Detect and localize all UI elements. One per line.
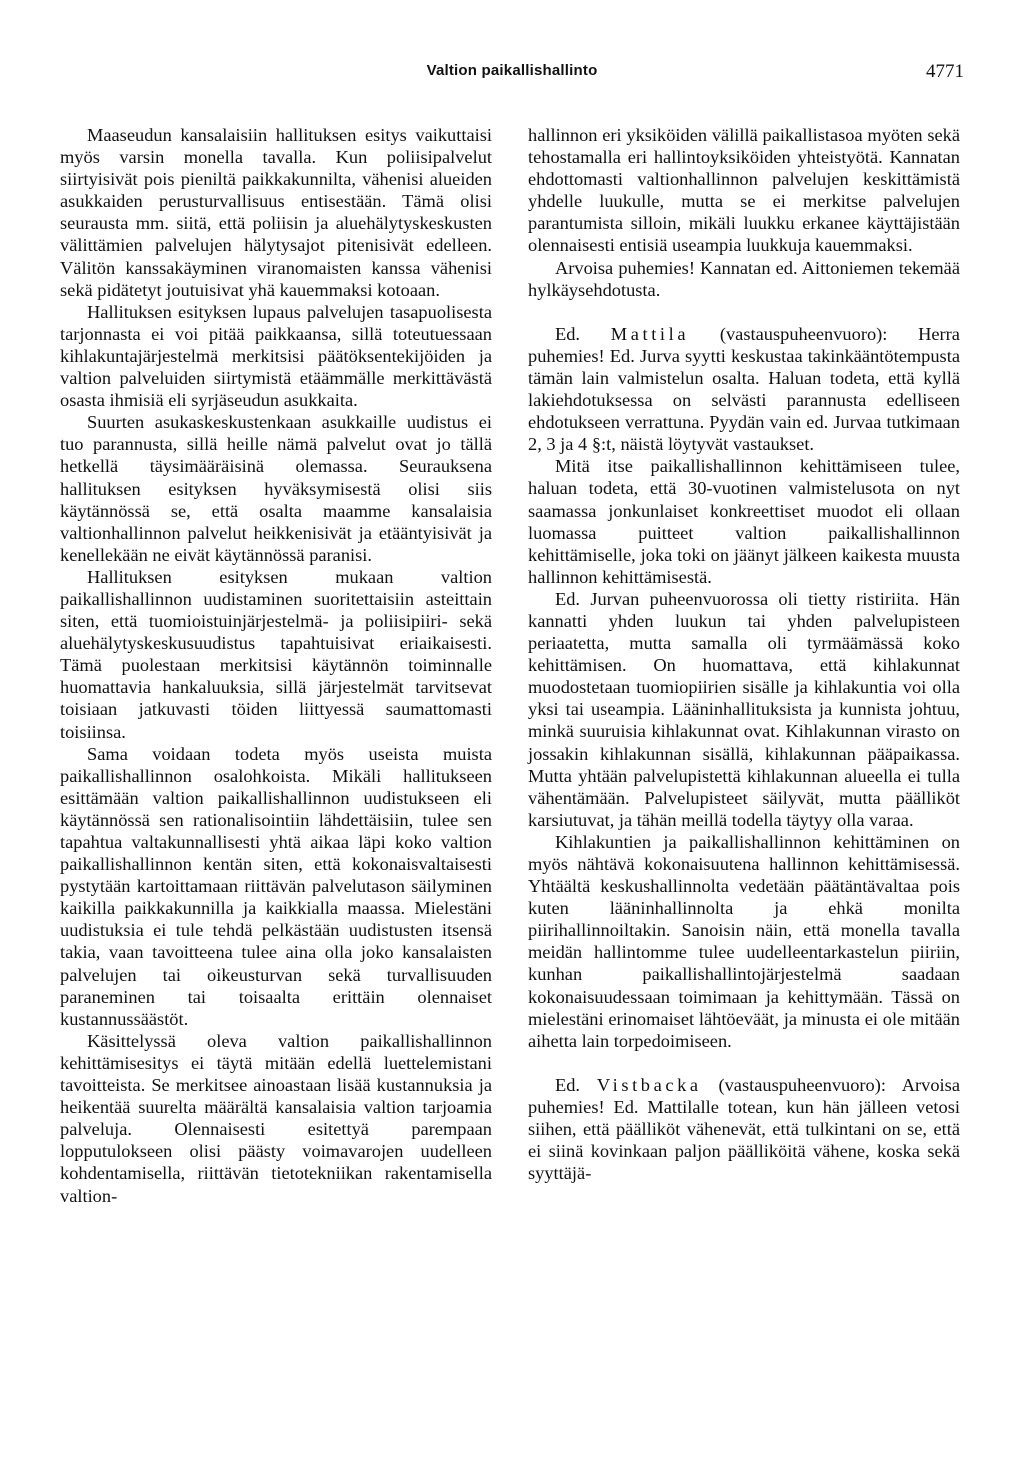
right-paragraph-4: Mitä itse paikallishallinnon kehittämiseen tulee, haluan todeta, että 30-vuotinen valmistelusota on nyt saamassa jonkunlaiset konkreettiset muodot eli ollaan luomassa puitteet valtion paikallishallinnon kehittämiselle, joka toki on jäänyt jälkeen kaikesta muusta hallinnon kehittämisestä. bbox=[528, 456, 960, 587]
left-paragraph-4: Hallituksen esityksen mukaan valtion paikallishallinnon uudistaminen suoritettaisiin asteittain siten, että tuomioistuinjärjestelmä- ja poliisipiiri- sekä aluehälytyskeskusuudistus tapahtuisivat eriaikaisesti. Tämä puolestaan merkitsisi käytännön toiminnalle huomattavia hankaluuksia, sillä järjestelmät tarvitsevat toisiaan jatkuvasti töiden liittyessä saumattomasti toisiinsa. bbox=[60, 566, 492, 742]
right-paragraph-2: Arvoisa puhemies! Kannatan ed. Aittoniemen tekemää hylkäysehdotusta. bbox=[528, 257, 960, 300]
left-paragraph-1: Maaseudun kansalaisiin hallituksen esitys vaikuttaisi myös varsin monella tavalla. Kun poliisipalvelut siirtyisivät pois pieniltä paikkakunnilta, vähenisi alueiden asukkaiden perusturvallisuus entisestään. Tämä olisi seurausta mm. siitä, että poliisin ja aluehälytyskeskusten välittämien palvelujen hälytysajot pitenisivät edelleen. Välitön kanssakäyminen viranomaisten kanssa vähenisi sekä pidätetyt joutuisivat yhä kauemmaksi kotoaan. bbox=[60, 125, 492, 300]
right-paragraph-6: Kihlakuntien ja paikallishallinnon kehittäminen on myös nähtävä kokonaisuutena hallinnon kehittämisessä. Yhtäältä keskushallinnolta vedetään päätäntävaltaa pois kuten lääninhallinnolta ja ehkä monilta piirihallinnoiltakin. Sanoisin näin, että monella tavalla meidän hallintomme tulee uudelleentarkastelun piiriin, kunhan paikallishallintojärjestelmä saadaan kokonaisuudessaan toimimaan ja kehittymään. Tässä on mielestäni erinomaiset lähtöeväät, ja minusta ei ole mitään aihetta lain torpedoimiseen. bbox=[528, 831, 960, 1051]
page-number: 4771 bbox=[926, 61, 964, 82]
left-paragraph-5: Sama voidaan todeta myös useista muista paikallishallinnon osalohkoista. Mikäli hallitukseen esittämään valtion paikallishallinnon uudistukseen eli käytännössä sen rationalisointiin lähdettäisiin, tulee sen tapahtua valtakunnallisesti yhtä aikaa läpi koko valtion paikallishallinnon kentän siten, että kokonaisvaltaisesti pystytään kartoittamaan riittävän palvelutason säilyminen kaikilla paikkakunnilla ja kaikkialla maassa. Mielestäni uudistuksia ei tule tehdä pelkästään uudistusten itsensä takia, vaan tavoitteena tulee aina olla joko kansalaisten palvelujen tai oikeusturvan sekä turvallisuuden paraneminen tai toisaalta erittäin olennaiset kustannussäästöt. bbox=[60, 743, 492, 1029]
speech-text-mattila: (vastauspuheenvuoro): Herra puhemies! Ed. Jurva syytti keskustaa takinkääntötempusta tämän lain valmistelun osalta. Haluan todeta, että kyllä lakiehdotuksessa on selvästi parannusta edelliseen ehdotukseen verrattuna. Pyydän vain ed. Jurvaa tutkimaan 2, 3 ja 4 §:t, näistä löytyvät vastaukset. bbox=[528, 323, 960, 455]
left-paragraph-2: Hallituksen esityksen lupaus palvelujen tasapuolisesta tarjonnasta ei voi pitää paikkaansa, sillä toteutuessaan kihlakuntajärjestelmä merkitsisi päätöksentekijöiden ja valtion palveluiden siirtymistä etäämmälle merkittävästä osasta ihmisiä eli syrjäseudun asukkaita. bbox=[60, 301, 492, 411]
running-header-title: Valtion paikallishallinto bbox=[426, 62, 598, 79]
left-column bbox=[60, 124, 492, 1207]
right-paragraph-1: hallinnon eri yksiköiden välillä paikallistasoa myöten sekä tehostamalla eri hallintoyksiköiden yhteistyötä. Kannatan ehdottomasti valtionhallinnon palvelujen keskittämistä yhdelle luukulle, mutta se ei merkitse palvelujen parantumista silloin, mikäli luukku erkanee käyttäjistään olennaisesti entisiä useampia luukkuja kauemmaksi. bbox=[528, 125, 960, 256]
left-paragraph-3: Suurten asukaskeskustenkaan asukkaille uudistus ei tuo parannusta, sillä heille nämä palvelut ovat jo tällä hetkellä täysimääräisinä olemassa. Seurauksena hallituksen esityksen hyväksymisestä olisi siis käytännössä se, että osalta maamme kansalaisia valtionhallinnon palvelut heikkenisivät ja etääntyisivät ja kenellekään ne eivät käytännössä paranisi. bbox=[60, 412, 492, 565]
right-paragraph-5: Ed. Jurvan puheenvuorossa oli tietty ristiriita. Hän kannatti yhden luukun tai yhden palvelupisteen periaatetta, mutta samalla oli tyrmäämässä koko kehittämisen. On huomattava, että kihlakunnat muodostetaan tuomiopiirien sisälle ja kihlakuntia voi olla yksi tai useampia. Lääninhallituksista ja kunnista johtuu, minkä suuruisia kihlakunnat ovat. Kihlakunnan virasto on jossakin kihlakunnan sisällä, kihlakunnan pääpaikassa. Mutta yhtään palvelupistettä kihlakunnan alueella ei tulla vähentämään. Palvelupisteet säilyvät, mutta päälliköt karsiutuvat, ja tähän meillä todella täytyy olla varaa. bbox=[528, 588, 960, 830]
speaker-name-mattila: Mattila bbox=[610, 323, 690, 344]
left-paragraph-6: Käsittelyssä oleva valtion paikallishallinnon kehittämisesitys ei täytä mitään edellä luettelemistani tavoitteista. Se merkitsee ainoastaan lisää kustannuksia ja heikentää suurelta määrältä kansalaisia valtion tarjoamia palveluja. Olennaisesti esitettyä parempaan lopputulokseen olisi päästy voimavarojen uudelleen kohdentamisella, riittävän tietotekniikan rakentamisella valtion- bbox=[60, 1030, 492, 1206]
speaker-name-vistbacka: Vistbacka bbox=[596, 1074, 702, 1095]
speech-vistbacka bbox=[528, 1074, 960, 1184]
speech-prefix: Ed. bbox=[555, 323, 581, 344]
speech-text-vistbacka: (vastauspuheenvuoro): Arvoisa puhemies! Ed. Mattilalle totean, kun hän jälleen vetosi siihen, että päälliköt vähenevät, että tulkintani on se, että ei siinä kovinkaan paljon päälliköitä vähene, koska sekä syyttäjä- bbox=[528, 1074, 960, 1184]
speech-prefix: Ed. bbox=[555, 1074, 581, 1095]
speech-mattila bbox=[528, 323, 960, 456]
right-column bbox=[528, 124, 960, 1184]
